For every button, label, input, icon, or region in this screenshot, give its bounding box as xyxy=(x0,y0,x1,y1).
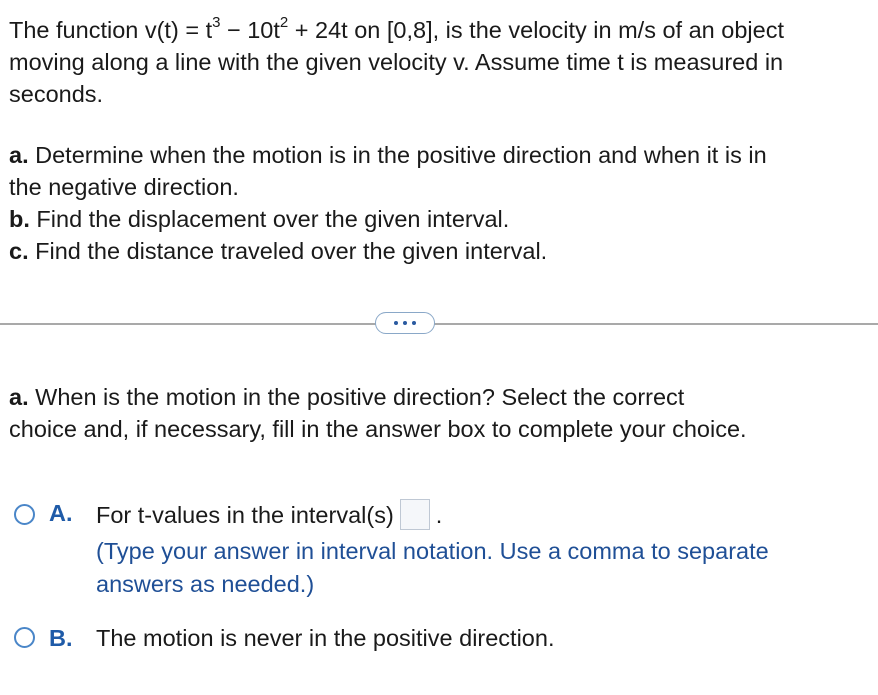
choice-a-text xyxy=(96,499,442,532)
choice-a-radio[interactable] xyxy=(14,504,35,525)
choice-b-letter: B. xyxy=(49,625,73,651)
part-c-text: Find the distance traveled over the given interval. xyxy=(28,238,548,264)
problem-line-1-mid: − 10t xyxy=(220,17,280,43)
hint-line-2: answers as needed.) xyxy=(96,571,315,597)
choice-a-text-before: For t-values in the interval(s) xyxy=(96,502,394,528)
ellipsis-icon-dot-3 xyxy=(412,321,416,325)
choice-b-text: The motion is never in the positive direction. xyxy=(96,625,555,651)
section-divider xyxy=(0,323,878,325)
part-b xyxy=(9,203,872,235)
ellipsis-icon-dot-1 xyxy=(394,321,398,325)
problem-line-1-suffix: + 24t on [0,8], is the velocity in m/s of an object xyxy=(288,17,784,43)
part-c xyxy=(9,235,872,267)
part-b-label: b. xyxy=(9,206,30,232)
part-c-label: c. xyxy=(9,238,29,264)
problem-line-1 xyxy=(9,14,872,46)
part-b-text: Find the displacement over the given interval. xyxy=(29,206,510,232)
choice-b-radio[interactable] xyxy=(14,627,35,648)
hint-line-1: (Type your answer in interval notation. Use a comma to separate xyxy=(96,538,769,564)
question-line-1 xyxy=(9,381,872,413)
problem-statement xyxy=(9,14,872,110)
problem-line-1-prefix: The function v(t) = t xyxy=(9,17,213,43)
question-prompt xyxy=(9,381,872,445)
part-a-label: a. xyxy=(9,142,29,168)
exponent-3: 3 xyxy=(212,14,221,32)
ellipsis-icon-dot-2 xyxy=(403,321,407,325)
part-a-text-1: Determine when the motion is in the positive direction and when it is in xyxy=(28,142,767,168)
question-line-2: choice and, if necessary, fill in the answer box to complete your choice. xyxy=(9,416,747,442)
exponent-2: 2 xyxy=(279,14,289,32)
problem-parts xyxy=(9,139,872,267)
interval-answer-input[interactable] xyxy=(400,499,430,530)
problem-line-3: seconds. xyxy=(9,81,104,107)
question-text-1: When is the motion in the positive direction? Select the correct xyxy=(28,384,685,410)
question-label: a. xyxy=(9,384,29,410)
part-a xyxy=(9,139,872,171)
part-a-continued: the negative direction. xyxy=(9,174,239,200)
choice-a-hint xyxy=(96,535,769,601)
choice-a-letter: A. xyxy=(49,500,73,526)
problem-line-2: moving along a line with the given velocity v. Assume time t is measured in xyxy=(9,49,784,75)
expand-more-button[interactable] xyxy=(375,312,435,334)
choice-a-text-after: . xyxy=(435,502,443,528)
